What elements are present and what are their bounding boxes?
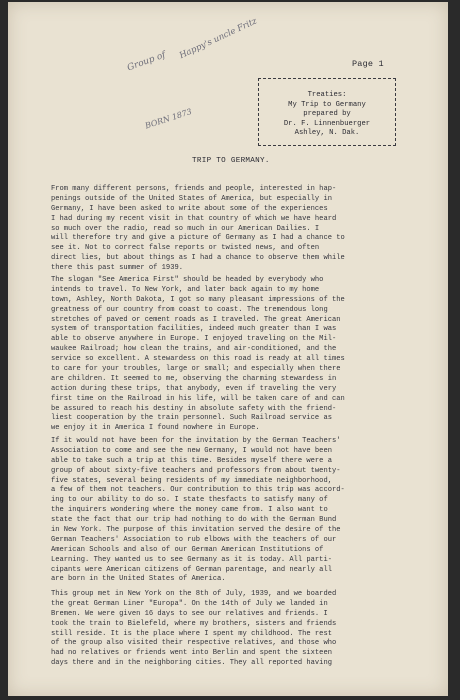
page-number: Page 1 — [352, 59, 384, 69]
text-line: The slogan "See America First" should be headed by everybody who — [51, 276, 324, 284]
text-line: we enjoy it in America I found nowhere in Europe. — [51, 424, 260, 433]
text-line: From many different persons, friends and people, interested in hap- — [51, 185, 337, 193]
paragraph — [51, 276, 441, 434]
text-line: days there and in the neighboring cities. They all reported having — [51, 659, 332, 668]
text-line: first time on the Railroad in his life, will be taken care of and can — [51, 394, 345, 403]
text-line: took the train to Bielefeld, where my brothers, sisters and friends — [51, 619, 337, 628]
handwritten-note: BORN 1873 — [144, 107, 193, 131]
text-line: service so excellent. A stewardess on this road is ready at all times — [51, 355, 345, 364]
text-line: Association to come and see the new Germany, I would not have been — [51, 446, 332, 455]
text-line: a few of them not teachers. Our contribution to this trip was accord- — [51, 486, 345, 495]
text-line: are born in the United States of America. — [51, 575, 226, 584]
text-line: greatness of our country from coast to coast. The tremendous long — [51, 305, 328, 314]
title-box — [258, 78, 396, 146]
text-line: stretches of paved or cement roads as I traveled. The great American — [51, 315, 341, 324]
text-line: of the group also visited their respective relatives, and those who — [51, 639, 337, 648]
text-line: the inquirers wondering where the money came from. I also want to — [51, 506, 328, 515]
text-line: German Teachers' Association to rub elbows with the teachers of our — [51, 535, 337, 544]
text-line: American Schools and also of our German American Institutions of — [51, 545, 324, 554]
title-box-line: Ashley, N. Dak. — [294, 129, 360, 138]
document-heading: TRIP TO GERMANY. — [192, 157, 270, 165]
title-box-line: prepared by — [303, 110, 351, 119]
text-line: cipants were American citizens of German parentage, and nearly all — [51, 565, 332, 574]
text-line: If it would not have been for the invitation by the German Teachers' — [51, 437, 341, 445]
text-line: liest cooperation by the train personnel. Such Railroad service as — [51, 414, 332, 423]
text-line: there this past summer of 1939. — [51, 264, 183, 273]
handwritten-note: Happy's uncle Fritz — [178, 16, 259, 62]
text-line: to care for your troubles, large or small; and especially when there — [51, 365, 341, 374]
paragraph — [51, 437, 441, 585]
text-line: in New York. The purpose of this invitation served the desire of the — [51, 526, 341, 535]
text-line: intends to travel. To New York, and later back again to my home — [51, 285, 320, 294]
text-line: Bremen. We were given 16 days to see our relatives and friends. I — [51, 609, 328, 618]
title-box-line: Treaties: — [307, 91, 347, 99]
paragraph — [51, 590, 441, 669]
text-line: able to observe anywhere in Europe. I enjoyed traveling on the Mil- — [51, 335, 337, 344]
text-line: still reside. It is the place where I spent my childhood. The rest — [51, 629, 332, 638]
text-line: ing to our ability to do so. I state thesfacts to satisfy many of — [51, 496, 328, 505]
title-box-line: My Trip to Germany — [288, 100, 366, 109]
text-line: five states, several being residents of my immediate neighborhood, — [51, 476, 332, 485]
text-line: I had during my recent visit in that country of which we have heard — [51, 214, 337, 223]
text-line: Germany, I have been asked to write about some of the experiences — [51, 204, 328, 213]
text-line: waukee Railroad; how clean the trains, and air-conditioned, and the — [51, 345, 337, 354]
text-line: Learning. They wanted us to see Germany as it is today. All parti- — [51, 555, 332, 564]
text-line: the great German Liner "Europa". On the 14th of July we landed in — [51, 599, 328, 608]
handwritten-note: Group of — [126, 50, 168, 74]
text-line: are children. It seemed to me, observing the charming stewardess in — [51, 374, 337, 383]
text-line: group of about sixty-five teachers and professors from about twenty- — [51, 466, 341, 475]
text-line: penings outside of the United States of America, but especially in — [51, 194, 332, 203]
text-line: system of transportation facilities, indeed much greater than I was — [51, 325, 337, 334]
document-page — [8, 2, 448, 696]
title-box-line: Dr. F. Linnenbuerger — [283, 119, 371, 128]
text-line: will therefore try and give a picture of Germany as I had a chance to — [51, 234, 345, 243]
text-line: had no relatives or friends went into Berlin and spent the sixteen — [51, 649, 332, 658]
text-line: so much over the radio, read so much in our American Dailies. I — [51, 224, 320, 233]
text-line: action during these trips, that anybody, even if traveling the very — [51, 384, 337, 393]
text-line: able to take such a trip at this time. Besides myself there were a — [51, 456, 332, 465]
text-line: direct lies, but about things as I had a chance to observe them while — [51, 254, 345, 263]
text-line: be assured to reach his destiny in absolute safety with the friend- — [51, 404, 337, 413]
paragraph — [51, 185, 441, 274]
text-line: state the fact that our trip had nothing to do with the German Bund — [51, 516, 337, 525]
text-line: see it. Not to correct false reports or twisted news, and often — [51, 244, 320, 253]
text-line: This group met in New York on the 8th of July, 1939, and we boarded — [51, 590, 337, 598]
text-line: town, Ashley, North Dakota, I got so many pleasant impressions of the — [51, 295, 345, 304]
